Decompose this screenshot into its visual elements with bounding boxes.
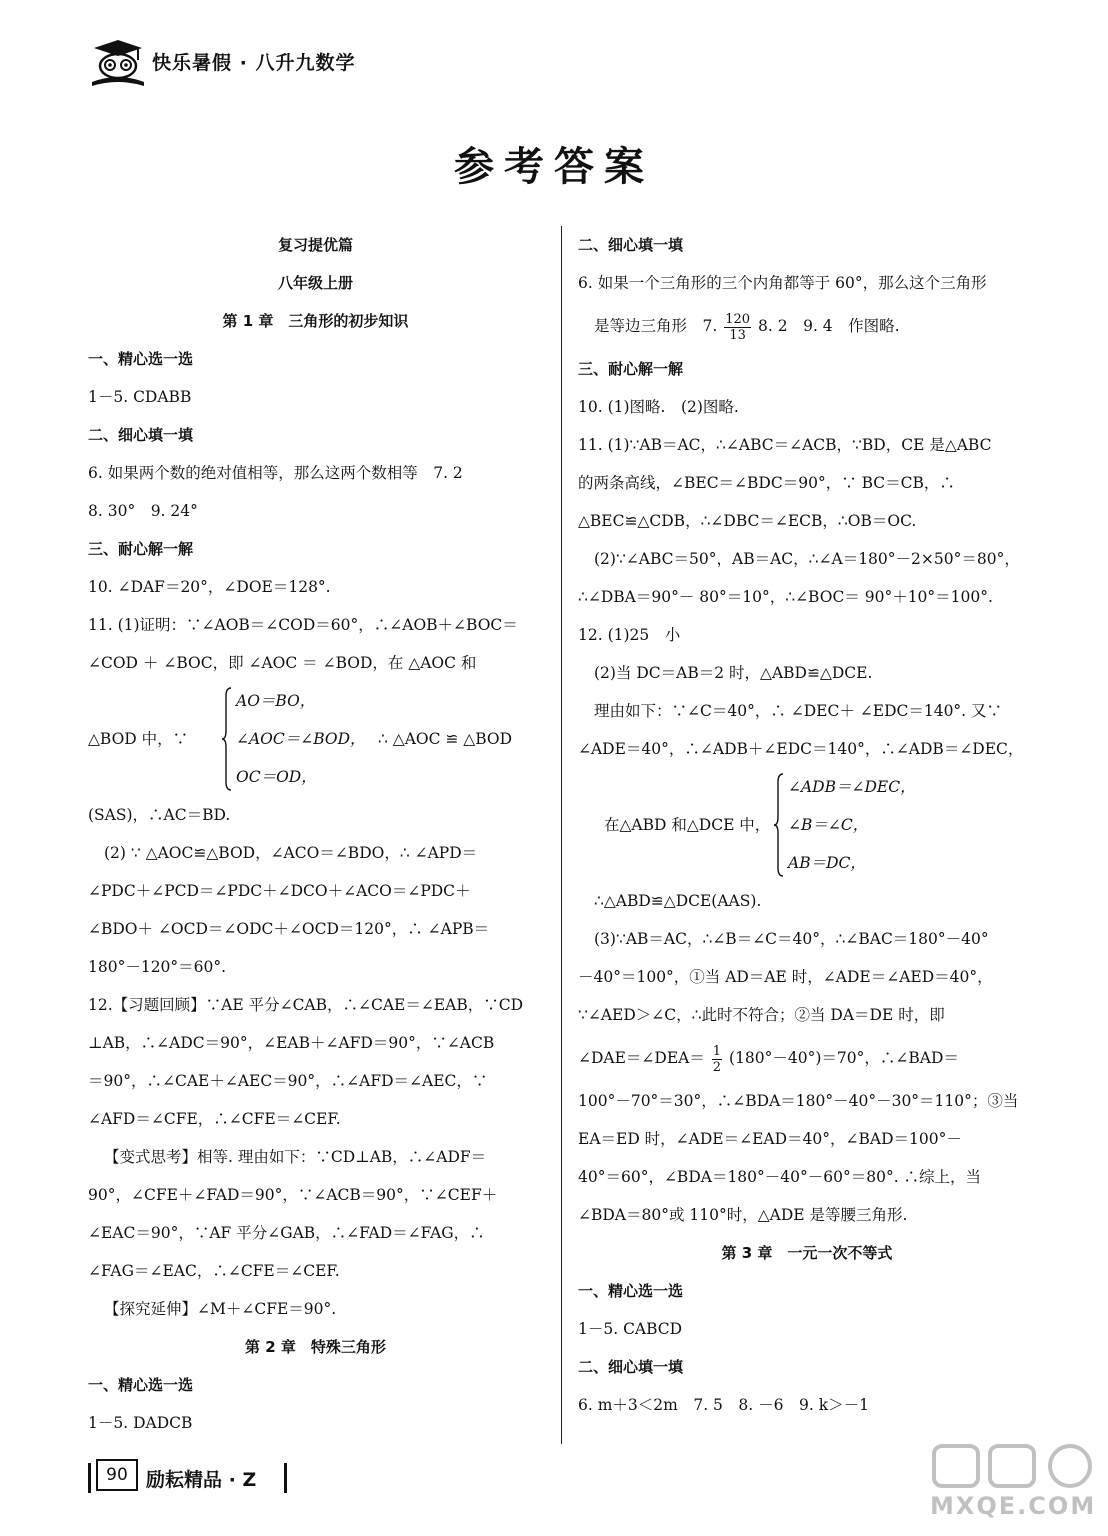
section-heading: 三、耐心解一解 <box>88 540 194 558</box>
brace-label: △BOD 中，∵ <box>88 730 189 748</box>
answer-line: ∠BDO＋ ∠OCD＝∠ODC＋∠OCD＝120°，∴ ∠APB＝ <box>88 920 490 938</box>
answer-line: 12.【习题回顾】∵AE 平分∠CAB，∴∠CAE＝∠EAB，∵CD <box>88 996 524 1014</box>
answer-line: 10. (1)图略. (2)图略. <box>578 398 739 416</box>
answer-text: ∠DAE＝∠DEA＝ <box>578 1049 705 1067</box>
answer-line: ∠EAC＝90°，∵AF 平分∠GAB，∴∠FAD＝∠FAG，∴ <box>88 1224 485 1242</box>
answer-line: 90°，∠CFE＋∠FAD＝90°，∵∠ACB＝90°，∵∠CEF＋ <box>88 1186 498 1204</box>
answer-line: ＝90°，∴∠CAE＋∠AEC＝90°，∴∠AFD＝∠AEC，∵ <box>88 1072 488 1090</box>
fraction <box>724 312 751 343</box>
header <box>88 38 448 88</box>
brace-item: OC＝OD， <box>236 768 317 786</box>
footer-rule <box>88 1463 91 1493</box>
answer-line: ∠COD ＋ ∠BOC，即 ∠AOC ＝ ∠BOD，在 △AOC 和 <box>88 654 477 672</box>
answer-line: 6. 如果一个三角形的三个内角都等于 60°，那么这个三角形 <box>578 274 987 292</box>
answer-line: (2) ∵ △AOC≌△BOD，∠ACO＝∠BDO，∴ ∠APD＝ <box>104 844 478 862</box>
right-column <box>578 226 1036 1424</box>
brace-items <box>788 768 916 882</box>
answer-line: ∠ADE＝40°，∴∠ADB＋∠EDC＝140°，∴∠ADB＝∠DEC， <box>578 740 1024 758</box>
answer-line: ∠BDA＝80°或 110°时，△ADE 是等腰三角形. <box>578 1206 908 1224</box>
section-heading: 二、细心填一填 <box>578 1358 684 1376</box>
answer-line: 6. 如果两个数的绝对值相等，那么这两个数相等 7. 2 <box>88 464 463 482</box>
answer-line: ∴△ABD≌△DCE(AAS). <box>594 892 762 910</box>
answer-line: 的两条高线，∠BEC＝∠BDC＝90°，∵ BC＝CB，∴ <box>578 474 955 492</box>
fraction-numerator: 120 <box>725 311 751 327</box>
answer-line <box>578 302 1036 350</box>
section-heading: 一、精心选一选 <box>88 1376 194 1394</box>
left-brace-icon <box>774 772 784 878</box>
header-title: 快乐暑假 · 八升九数学 <box>152 52 356 74</box>
answer-line: ∵∠AED＞∠C，∴此时不符合；②当 DA＝DE 时，即 <box>578 1006 945 1024</box>
brace-item: ∠ADB＝∠DEC， <box>788 778 916 796</box>
brace-system <box>578 768 1036 882</box>
fraction <box>712 1044 722 1075</box>
brace-item: AB＝DC， <box>788 854 866 872</box>
answer-line: 12. (1)25 小 <box>578 626 681 644</box>
part-heading: 复习提优篇 <box>277 236 353 254</box>
answer-line: 10. ∠DAF＝20°，∠DOE＝128°. <box>88 578 331 596</box>
answer-text: 8. 2 9. 4 作图略. <box>758 317 900 335</box>
chapter-1-heading: 第 1 章 三角形的初步知识 <box>222 312 409 330</box>
footer-rule <box>284 1463 287 1493</box>
brace-item: ∠AOC＝∠BOD， <box>236 730 366 748</box>
answer-line: ∠FAG＝∠EAC，∴∠CFE＝∠CEF. <box>88 1262 340 1280</box>
answer-line: ∴∠DBA＝90°－ 80°＝10°，∴∠BOC＝ 90°＋10°＝100°. <box>578 588 993 606</box>
answer-text: (180°－40°)＝70°，∴∠BAD＝ <box>729 1049 959 1067</box>
page-title: 参考答案 <box>454 143 654 190</box>
answer-text: 是等边三角形 7. <box>594 317 718 335</box>
answer-line: ∠PDC＋∠PCD＝∠PDC＋∠DCO＋∠ACO＝∠PDC＋ <box>88 882 471 900</box>
answer-line: (3)∵AB＝AC，∴∠B＝∠C＝40°，∴∠BAC＝180°－40° <box>594 930 989 948</box>
answer-line: 6. m＋3＜2m 7. 5 8. －6 9. k＞－1 <box>578 1396 869 1414</box>
left-brace-icon <box>222 686 232 792</box>
chapter-3-heading: 第 3 章 一元一次不等式 <box>721 1244 893 1262</box>
fraction-numerator: 1 <box>712 1043 722 1059</box>
brace-conclusion: ∴ △AOC ≌ △BOD <box>378 730 513 748</box>
answer-line: 180°－120°＝60°. <box>88 958 227 976</box>
brace-item: AO＝BO， <box>236 692 316 710</box>
section-heading: 三、耐心解一解 <box>578 360 684 378</box>
answer-line: △BEC≌△CDB，∴∠DBC＝∠ECB，∴OB＝OC. <box>578 512 917 530</box>
brace-label: 在△ABD 和△DCE 中， <box>604 816 771 834</box>
answer-line: 1－5. DADCB <box>88 1414 193 1432</box>
column-divider <box>561 226 562 1444</box>
grade-heading: 八年级上册 <box>277 274 353 292</box>
owl-logo-icon <box>88 38 148 88</box>
answer-line: －40°＝100°，①当 AD＝AE 时，∠ADE＝∠AED＝40°， <box>578 968 993 986</box>
page-number: 90 <box>96 1459 138 1491</box>
answer-line: (SAS)，∴AC＝BD. <box>88 806 231 824</box>
watermark-text: MXQE.COM <box>930 1492 1097 1520</box>
answer-line: EA＝ED 时，∠ADE＝∠EAD＝40°，∠BAD＝100°－ <box>578 1130 962 1148</box>
footer <box>88 1455 308 1499</box>
left-column <box>88 226 543 1442</box>
section-heading: 一、精心选一选 <box>88 350 194 368</box>
fraction-denominator: 13 <box>729 327 746 343</box>
watermark-stamp-icon <box>930 1440 1100 1490</box>
answer-line <box>578 1034 1036 1082</box>
section-heading: 二、细心填一填 <box>88 426 194 444</box>
fraction-denominator: 2 <box>712 1059 722 1075</box>
chapter-2-heading: 第 2 章 特殊三角形 <box>245 1338 386 1356</box>
brace-item: ∠B＝∠C， <box>788 816 869 834</box>
brace-items <box>236 682 366 796</box>
answer-line: ⊥AB，∴∠ADC＝90°，∠EAB＋∠AFD＝90°，∵∠ACB <box>88 1034 495 1052</box>
answer-line: 11. (1)∵AB＝AC，∴∠ABC＝∠ACB，∵BD，CE 是△ABC <box>578 436 992 454</box>
answer-line: 【探究延伸】∠M＋∠CFE＝90°. <box>104 1300 337 1318</box>
answer-line: 100°－70°＝30°，∴∠BDA＝180°－40°－30°＝110°；③当 <box>578 1092 1019 1110</box>
answer-line: 1－5. CDABB <box>88 388 192 406</box>
section-heading: 二、细心填一填 <box>578 236 684 254</box>
answer-line: (2)当 DC＝AB＝2 时，△ABD≌△DCE. <box>594 664 873 682</box>
answer-line: (2)∵∠ABC＝50°，AB＝AC，∴∠A＝180°－2×50°＝80°， <box>594 550 1020 568</box>
footer-brand: 励耘精品 · Z <box>146 1469 257 1491</box>
answer-line: 【变式思考】相等. 理由如下：∵CD⊥AB，∴∠ADF＝ <box>104 1148 487 1166</box>
watermark <box>930 1440 1100 1530</box>
answer-line: 1－5. CABCD <box>578 1320 683 1338</box>
section-heading: 一、精心选一选 <box>578 1282 684 1300</box>
answer-line: 理由如下：∵∠C＝40°，∴ ∠DEC＋ ∠EDC＝140°. 又∵ <box>594 702 1003 720</box>
answer-line: 8. 30° 9. 24° <box>88 502 198 520</box>
answer-line: ∠AFD＝∠CFE，∴∠CFE＝∠CEF. <box>88 1110 341 1128</box>
answer-line: 40°＝60°，∠BDA＝180°－40°－60°＝80°. ∴综上，当 <box>578 1168 982 1186</box>
answer-line: 11. (1)证明：∵∠AOB＝∠COD＝60°，∴∠AOB＋∠BOC＝ <box>88 616 518 634</box>
brace-system <box>88 682 543 796</box>
